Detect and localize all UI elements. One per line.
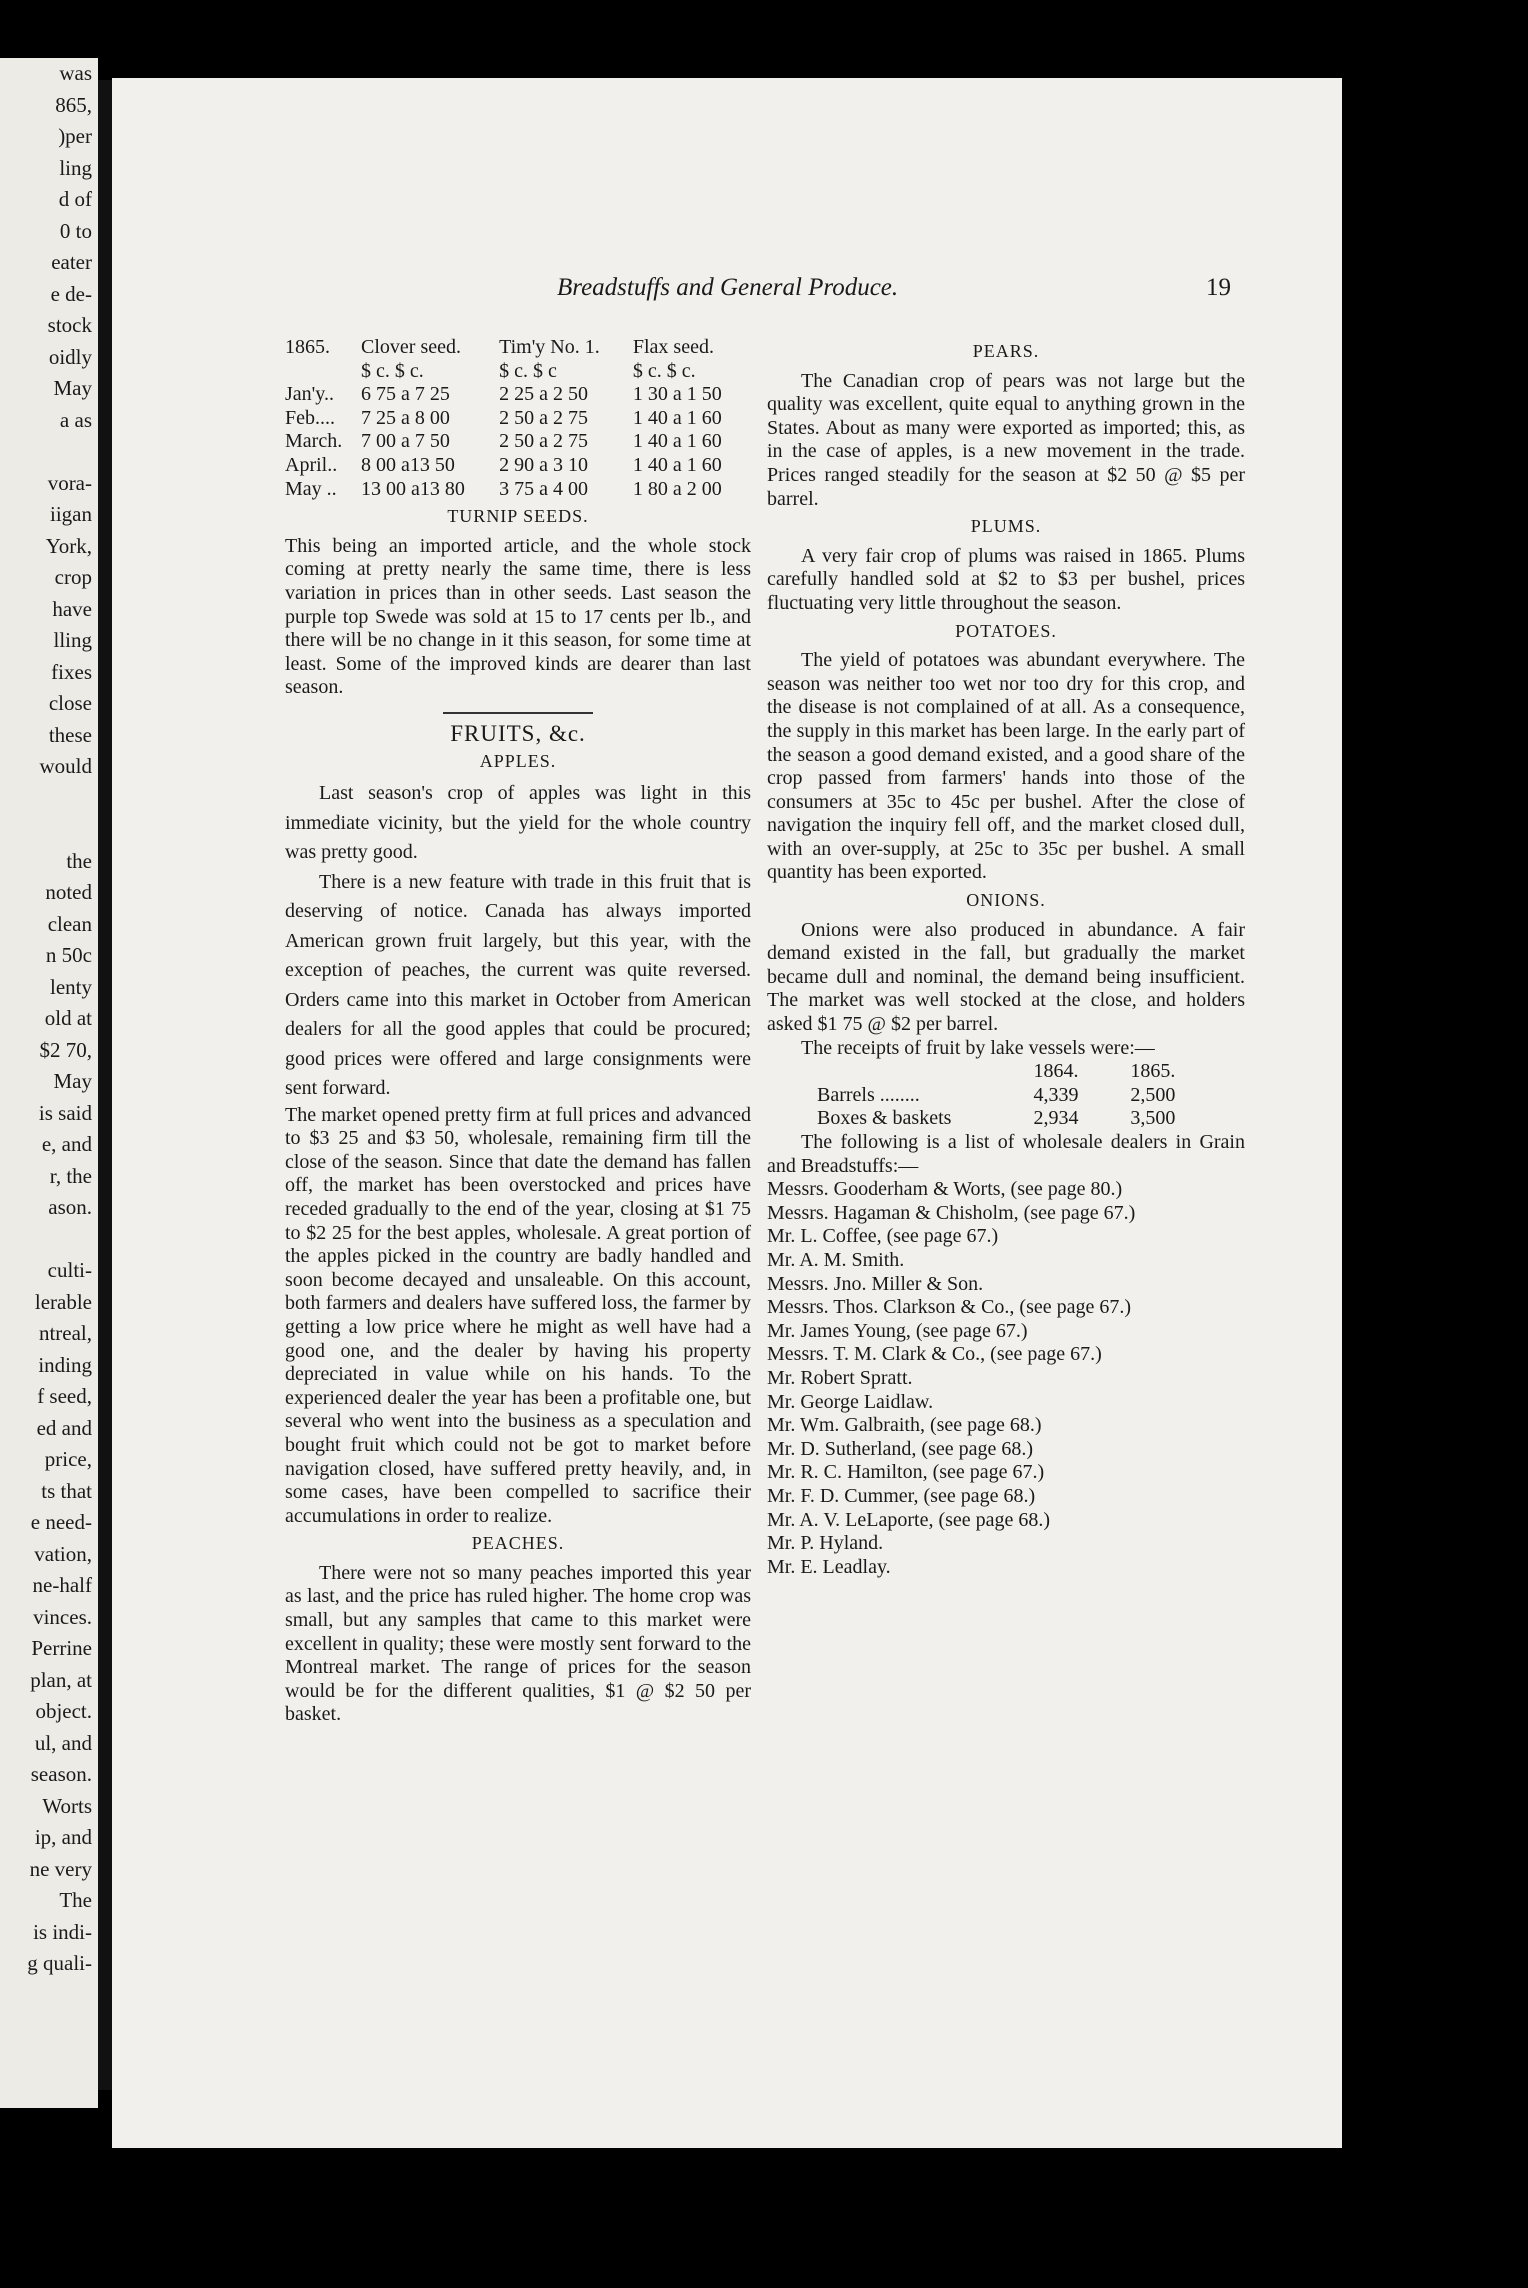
- table-row: [817, 1084, 1199, 1108]
- facing-text-fragment: $2 70,: [39, 1037, 92, 1062]
- facing-text-fragment: eater: [51, 250, 92, 274]
- receipts-label: Barrels ........: [817, 1083, 920, 1106]
- receipts-year: 1865.: [1130, 1060, 1176, 1083]
- facing-text-fragment: Worts: [42, 1793, 92, 1818]
- facing-text-fragment: have: [52, 596, 92, 621]
- seed-flax: 1 40 a 1 60: [632, 430, 722, 453]
- list-item: Mr. F. D. Cummer, (see page 68.): [767, 1484, 1036, 1507]
- facing-text-fragment: ason.: [48, 1195, 92, 1219]
- seed-flax: 1 80 a 2 00: [632, 477, 722, 500]
- seed-month: March.: [285, 430, 343, 453]
- facing-text-fragment: ne very: [29, 1856, 92, 1881]
- list-item: Mr. P. Hyland.: [767, 1532, 884, 1555]
- facing-text-fragment: May: [53, 376, 92, 400]
- seed-price-table: [285, 336, 751, 501]
- list-item: Mr. George Laidlaw.: [767, 1390, 934, 1413]
- seed-timothy: 3 75 a 4 00: [499, 477, 588, 500]
- facing-text-fragment: ed and: [36, 1415, 92, 1440]
- seed-timothy: 2 90 a 3 10: [499, 453, 588, 476]
- facing-text-fragment: is indi-: [33, 1919, 92, 1944]
- receipts-value: 3,500: [1130, 1107, 1176, 1130]
- facing-text-fragment: oidly: [48, 344, 92, 369]
- facing-text-fragment: clean: [47, 911, 92, 936]
- onions-heading: ONIONS.: [966, 890, 1046, 911]
- running-header: [447, 274, 1237, 308]
- list-item: Messrs. Jno. Miller & Son.: [767, 1272, 984, 1295]
- facing-text-fragment: [0, 436, 98, 468]
- list-item: Messrs. T. M. Clark & Co., (see page 67.): [767, 1343, 1102, 1366]
- facing-text-fragment: n 50c: [45, 943, 92, 967]
- seed-year: 1865.: [285, 336, 330, 358]
- facing-text-fragment: 0 to: [59, 218, 92, 243]
- apples-paragraph-1: Last season's crop of apples was light in this immediate vicinity, but the yield for the whole country was pretty good.: [285, 782, 751, 864]
- receipts-header: [817, 1060, 1199, 1084]
- fruits-heading: FRUITS, &c.: [450, 720, 586, 746]
- facing-text-fragment: [0, 783, 98, 815]
- facing-text-fragment: a as: [59, 407, 92, 432]
- facing-text-fragment: vation,: [34, 1541, 92, 1566]
- facing-text-fragment: ntreal,: [38, 1321, 92, 1345]
- facing-text-fragment: inding: [38, 1352, 92, 1377]
- receipts-year: 1864.: [1033, 1060, 1079, 1083]
- seed-month: April..: [285, 453, 338, 476]
- facing-text-fragment: close: [48, 691, 92, 715]
- seed-header-timothy: Tim'y No. 1.: [499, 336, 600, 358]
- onions-paragraph: Onions were also produced in abundance. A fair demand existed in the fall, but gradually the market became dull and nominal, the demand being insufficient. The market was well stocked at the close, and holders asked $1 75 @ $2 per barrel.: [767, 918, 1245, 1036]
- list-item: Mr. Wm. Galbraith, (see page 68.): [767, 1414, 1042, 1437]
- list-item: Mr. L. Coffee, (see page 67.): [767, 1225, 999, 1248]
- table-row: [285, 430, 751, 454]
- receipts-table: [817, 1060, 1199, 1131]
- running-title: Breadstuffs and General Produce.: [557, 274, 899, 301]
- plums-heading: PLUMS.: [970, 516, 1042, 537]
- list-item: Messrs. Hagaman & Chisholm, (see page 67.): [767, 1201, 1136, 1224]
- list-item: Mr. A. M. Smith.: [767, 1248, 905, 1271]
- facing-text-fragment: d of: [58, 187, 92, 211]
- facing-text-fragment: noted: [45, 880, 92, 904]
- facing-text-fragment: the: [66, 848, 92, 873]
- seed-unit: [285, 360, 361, 384]
- seed-month: Feb....: [285, 406, 335, 429]
- facing-text-fragment: is said: [38, 1100, 92, 1125]
- seed-timothy: 2 25 a 2 50: [499, 383, 588, 406]
- facing-text-fragment: ts that: [41, 1478, 92, 1503]
- facing-text-fragment: old at: [44, 1006, 92, 1030]
- seed-month: Jan'y..: [285, 383, 334, 406]
- facing-text-fragment: [0, 814, 98, 846]
- table-row: [285, 454, 751, 478]
- book-page: [112, 78, 1342, 2148]
- facing-text-fragment: ip, and: [34, 1825, 92, 1849]
- pears-heading: PEARS.: [972, 341, 1040, 361]
- facing-text-fragment: [0, 1224, 98, 1256]
- list-item: Messrs. Thos. Clarkson & Co., (see page 67.): [767, 1296, 1132, 1319]
- facing-text-fragment: iigan: [50, 502, 92, 526]
- facing-text-fragment: fixes: [51, 659, 92, 684]
- facing-text-fragment: object.: [35, 1699, 92, 1723]
- list-item: Mr. James Young, (see page 67.): [767, 1319, 1028, 1342]
- facing-text-fragment: r, the: [49, 1163, 92, 1188]
- facing-text-fragment: f seed,: [37, 1384, 92, 1408]
- apples-heading: APPLES.: [479, 750, 557, 771]
- table-row: [285, 407, 751, 431]
- dealers-intro: The following is a list of wholesale dealers in Grain and Breadstuffs:—: [767, 1131, 1245, 1177]
- seed-flax: 1 40 a 1 60: [632, 453, 722, 476]
- seed-header-clover: Clover seed.: [361, 336, 461, 358]
- page-number: 19: [1206, 274, 1231, 301]
- facing-text-fragment: vora-: [47, 470, 92, 495]
- peaches-heading: PEACHES.: [471, 1533, 565, 1554]
- facing-text-fragment: lerable: [34, 1289, 92, 1314]
- facing-text-fragment: stock: [47, 313, 92, 337]
- facing-text-fragment: would: [39, 754, 92, 778]
- turnip-seeds-paragraph: This being an imported article, and the whole stock coming at pretty nearly the same time, there is less variation in prices than in other seeds. Last season the purple top Swede was sold at 15 to 17 cents per lb., and there will be no change in it this season, for some time at least. Some of the improved kinds are dearer than last season.: [285, 534, 751, 699]
- list-item: Mr. E. Leadlay.: [767, 1555, 891, 1578]
- table-row: [817, 1107, 1199, 1131]
- list-item: Messrs. Gooderham & Worts, (see page 80.): [767, 1178, 1123, 1201]
- facing-text-fragment: price,: [44, 1447, 92, 1471]
- seed-flax: 1 40 a 1 60: [632, 406, 722, 429]
- list-item: Mr. R. C. Hamilton, (see page 67.): [767, 1461, 1045, 1484]
- facing-text-fragment: plan, at: [30, 1667, 92, 1692]
- facing-text-fragment: lenty: [50, 974, 92, 999]
- apples-paragraph-3: The market opened pretty firm at full prices and advanced to $3 25 and $3 50, wholesale, remaining firm till the close of the season. Since that date the demand has fallen off, the market has been overstocked and prices have receded gradually to the end of the year, closing at $1 75 to $2 25 for the best apples, wholesale. A great portion of the apples picked in the country are badly handled and soon become decayed and unsaleable. On this account, both farmers and dealers have suffered loss, the farmer by getting a low price where he might as well have had a good one, and the dealer by having his property depreciated in value while on his hands. To the experienced dealer the year has been a profitable one, but several who went into the business as a speculation and bought fruit which could not be got to market before navigation closed, have suffered pretty heavily, and, in some cases, have been compelled to sacrifice their accumulations in order to realize.: [285, 1103, 751, 1527]
- list-item: Mr. Robert Spratt.: [767, 1366, 913, 1389]
- seed-clover: 13 00 a13 80: [361, 477, 465, 500]
- potatoes-paragraph: The yield of potatoes was abundant everywhere. The season was neither too wet nor too dry for this crop, and the disease is not complained of at all. As a consequence, the supply in this market has been large. In the early part of the season a good demand existed, and a good share of the crop passed from farmers' hands into those of the consumers at 35c to 45c per bushel. After the close of navigation the inquiry fell off, and the market closed dull, with an over-supply, at 25c to 35c per bushel. A small quantity has been exported.: [767, 649, 1245, 884]
- facing-text-fragment: )per: [58, 124, 92, 148]
- facing-text-fragment: culti-: [47, 1258, 92, 1282]
- list-item: Mr. D. Sutherland, (see page 68.): [767, 1437, 1034, 1460]
- facing-text-fragment: ul, and: [34, 1730, 92, 1755]
- seed-clover: 7 25 a 8 00: [361, 406, 450, 429]
- facing-text-fragment: e de-: [50, 281, 92, 306]
- receipts-label: Boxes & baskets: [817, 1107, 952, 1130]
- receipts-value: 4,339: [1033, 1083, 1079, 1106]
- facing-text-fragment: e need-: [30, 1510, 92, 1534]
- facing-text-fragment: ling: [59, 155, 92, 180]
- receipts-blank: [817, 1060, 1006, 1084]
- facing-text-fragment: crop: [54, 565, 92, 589]
- seed-table-header: [285, 336, 751, 360]
- seed-unit: $ c. $ c.: [361, 359, 424, 382]
- plums-paragraph: A very fair crop of plums was raised in 1865. Plums carefully handled sold at $2 to $3 per bushel, prices fluctuating very little throughout the season.: [767, 544, 1245, 614]
- apples-paragraph-2: There is a new feature with trade in this fruit that is deserving of notice. Canada has always imported American grown fruit largely, but this year, with the exception of peaches, the current was quite reversed. Orders came into this market in October from American dealers for all the good apples that could be procured; good prices were offered and large consignments were sent forward.: [285, 870, 751, 1100]
- facing-text-fragment: lling: [53, 628, 92, 652]
- seed-timothy: 2 50 a 2 75: [499, 406, 588, 429]
- facing-text-fragment: g quali-: [27, 1951, 92, 1975]
- turnip-seeds-heading: TURNIP SEEDS.: [447, 506, 589, 527]
- facing-text-fragment: Perrine: [31, 1636, 92, 1660]
- facing-page-fragment: [0, 58, 98, 2108]
- seed-header-flax: Flax seed.: [632, 336, 714, 358]
- table-row: [285, 383, 751, 407]
- seed-clover: 7 00 a 7 50: [361, 430, 450, 453]
- pears-paragraph: The Canadian crop of pears was not large but the quality was excellent, quite equal to anything grown in the States. About as many were exported as imported; this, as in the case of apples, is a new movement in the trade. Prices ranged steadily for the season at $2 50 @ $5 per barrel.: [767, 369, 1245, 510]
- seed-flax: 1 30 a 1 50: [632, 383, 722, 406]
- facing-text-fragment: e, and: [41, 1132, 92, 1156]
- facing-text-fragment: these: [48, 722, 92, 747]
- dealers-list: [767, 1178, 1245, 1579]
- facing-text-fragment: York,: [45, 533, 92, 558]
- seed-clover: 8 00 a13 50: [361, 453, 455, 476]
- seed-unit: $ c. $ c.: [632, 359, 696, 382]
- seed-table-units: [285, 360, 751, 384]
- list-item: Mr. A. V. LeLaporte, (see page 68.): [767, 1508, 1051, 1531]
- peaches-paragraph: There were not so many peaches imported this year as last, and the price has ruled higher. The home crop was small, but any samples that came to this market were excellent in quality; these were mostly sent forward to the Montreal market. The range of prices for the season would be for the different qualities, $1 @ $2 50 per basket.: [285, 1561, 751, 1726]
- facing-text-fragment: ne-half: [32, 1573, 92, 1597]
- receipts-intro: The receipts of fruit by lake vessels were:—: [801, 1036, 1155, 1059]
- seed-unit: $ c. $ c: [499, 359, 557, 382]
- facing-text-fragment: 865,: [55, 92, 92, 117]
- seed-timothy: 2 50 a 2 75: [499, 430, 588, 453]
- book-gutter: [98, 80, 112, 2090]
- right-column: [767, 336, 1245, 1579]
- potatoes-heading: POTATOES.: [955, 620, 1057, 641]
- receipts-value: 2,500: [1130, 1083, 1176, 1106]
- facing-text-fragment: May: [53, 1069, 92, 1093]
- left-column: [285, 336, 751, 1727]
- section-divider: [443, 712, 593, 714]
- seed-month: May ..: [285, 477, 337, 500]
- facing-text-fragment: was: [59, 61, 92, 85]
- facing-text-fragment: season.: [30, 1762, 92, 1786]
- receipts-value: 2,934: [1033, 1107, 1079, 1130]
- table-row: [285, 478, 751, 502]
- seed-clover: 6 75 a 7 25: [361, 383, 450, 406]
- facing-text-fragment: The: [59, 1888, 92, 1912]
- facing-text-fragment: vinces.: [33, 1604, 92, 1629]
